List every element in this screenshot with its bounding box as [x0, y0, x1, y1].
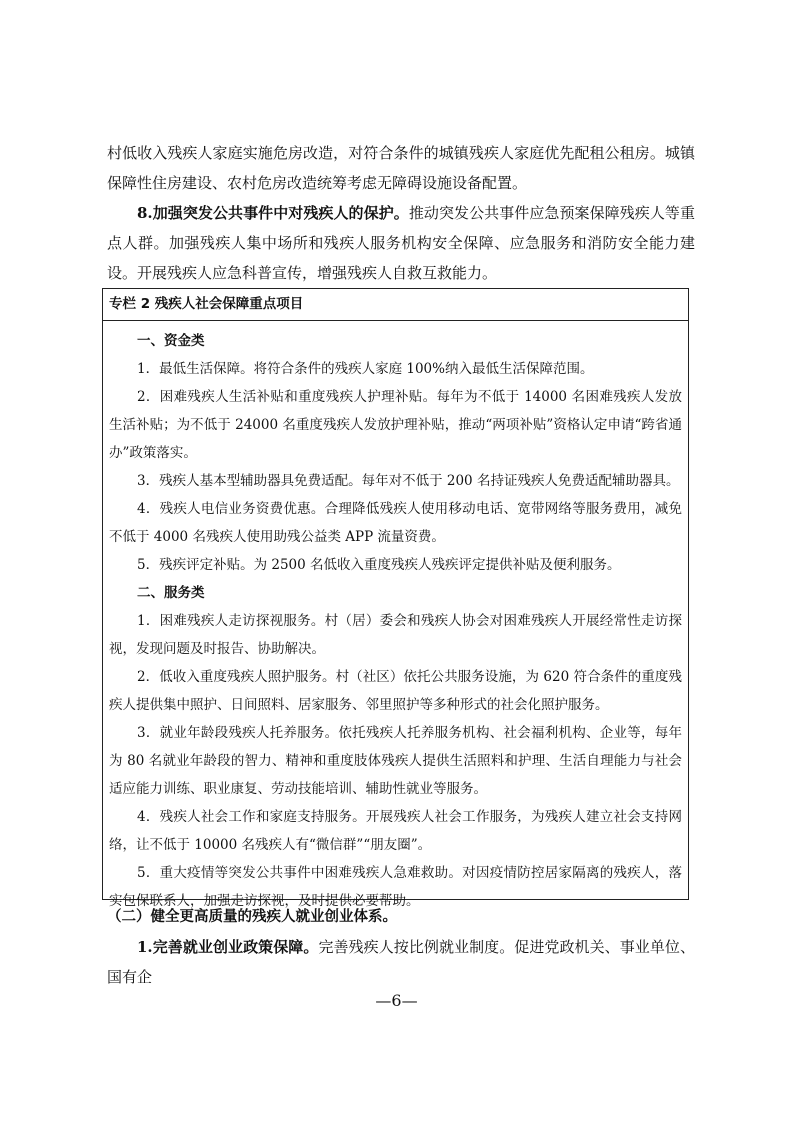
- list-item: 3．残疾人基本型辅助器具免费适配。每年对不低于 200 名持证残疾人免费适配辅助器具。: [137, 473, 680, 489]
- key-projects-box: [102, 288, 689, 909]
- paragraph-housing: [107, 138, 695, 198]
- section-heading-services: 二、服务类: [137, 585, 205, 601]
- list-item: 1．困难残疾人走访探视服务。村（居）委会和残疾人协会对困难残疾人开展经常性走访探视，发现问题及时报告、协助解决。: [109, 613, 682, 657]
- paragraph-text: 推动突发公共事件应急预案保障残疾人等重点人群。加强残疾人集中场所和残疾人服务机构安全保障、应急服务和消防安全能力建设。开展残疾人应急科普宣传，增强残疾人自救互救能力。: [107, 204, 695, 282]
- list-item: 2．困难残疾人生活补贴和重度残疾人护理补贴。每年为不低于 14000 名困难残疾人发放生活补贴；为不低于 24000 名重度残疾人发放护理补贴，推动“两项补贴”资格认定申请“跨省通办”政策落实。: [109, 389, 682, 461]
- section-subheading: （二）健全更高质量的残疾人就业创业体系。: [107, 908, 397, 925]
- list-item: 2．低收入重度残疾人照护服务。村（社区）依托公共服务设施，为 620 符合条件的重度残疾人提供集中照护、日间照料、居家服务、邻里照护等多种形式的社会化照护服务。: [109, 669, 682, 713]
- list-item: 4．残疾人社会工作和家庭支持服务。开展残疾人社会工作服务，为残疾人建立社会支持网络，让不低于 10000 名残疾人有“微信群”“朋友圈”。: [109, 809, 682, 853]
- paragraph-text: 村低收入残疾人家庭实施危房改造，对符合条件的城镇残疾人家庭优先配租公租房。城镇保障性住房建设、农村危房改造统筹考虑无障碍设施设备配置。: [107, 144, 695, 192]
- list-item: 1．最低生活保障。将符合条件的残疾人家庭 100%纳入最低生活保障范围。: [137, 361, 594, 377]
- paragraph-lead: 1.完善就业创业政策保障。: [137, 938, 319, 956]
- paragraph-employment-policy: [107, 932, 695, 992]
- page-number: —6—: [375, 991, 418, 1010]
- box-body: [103, 321, 688, 915]
- list-item: 3．就业年龄段残疾人托养服务。依托残疾人托养服务机构、社会福利机构、企业等，每年为 80 名就业年龄段的智力、精神和重度肢体残疾人提供生活照料和护理、生活自理能力与社会适应能力训练、职业康复、劳动技能培训、辅助性就业等服务。: [109, 725, 682, 797]
- section-heading-funds: 一、资金类: [137, 333, 205, 349]
- list-item: 5．残疾评定补贴。为 2500 名低收入重度残疾人残疾评定提供补贴及便利服务。: [137, 557, 621, 573]
- paragraph-emergency-protection: [107, 198, 695, 288]
- list-item: 5．重大疫情等突发公共事件中困难残疾人急难救助。对因疫情防控居家隔离的残疾人，落实包保联系人，加强走访探视，及时提供必要帮助。: [109, 865, 682, 909]
- list-item: 4．残疾人电信业务资费优惠。合理降低残疾人使用移动电话、宽带网络等服务费用，减免不低于 4000 名残疾人使用助残公益类 APP 流量资费。: [109, 501, 682, 545]
- box-title: 专栏 2 残疾人社会保障重点项目: [103, 289, 688, 321]
- paragraph-text: 完善残疾人按比例就业制度。促进党政机关、事业单位、国有企: [107, 938, 695, 986]
- paragraph-lead: 8.加强突发公共事件中对残疾人的保护。: [137, 204, 409, 222]
